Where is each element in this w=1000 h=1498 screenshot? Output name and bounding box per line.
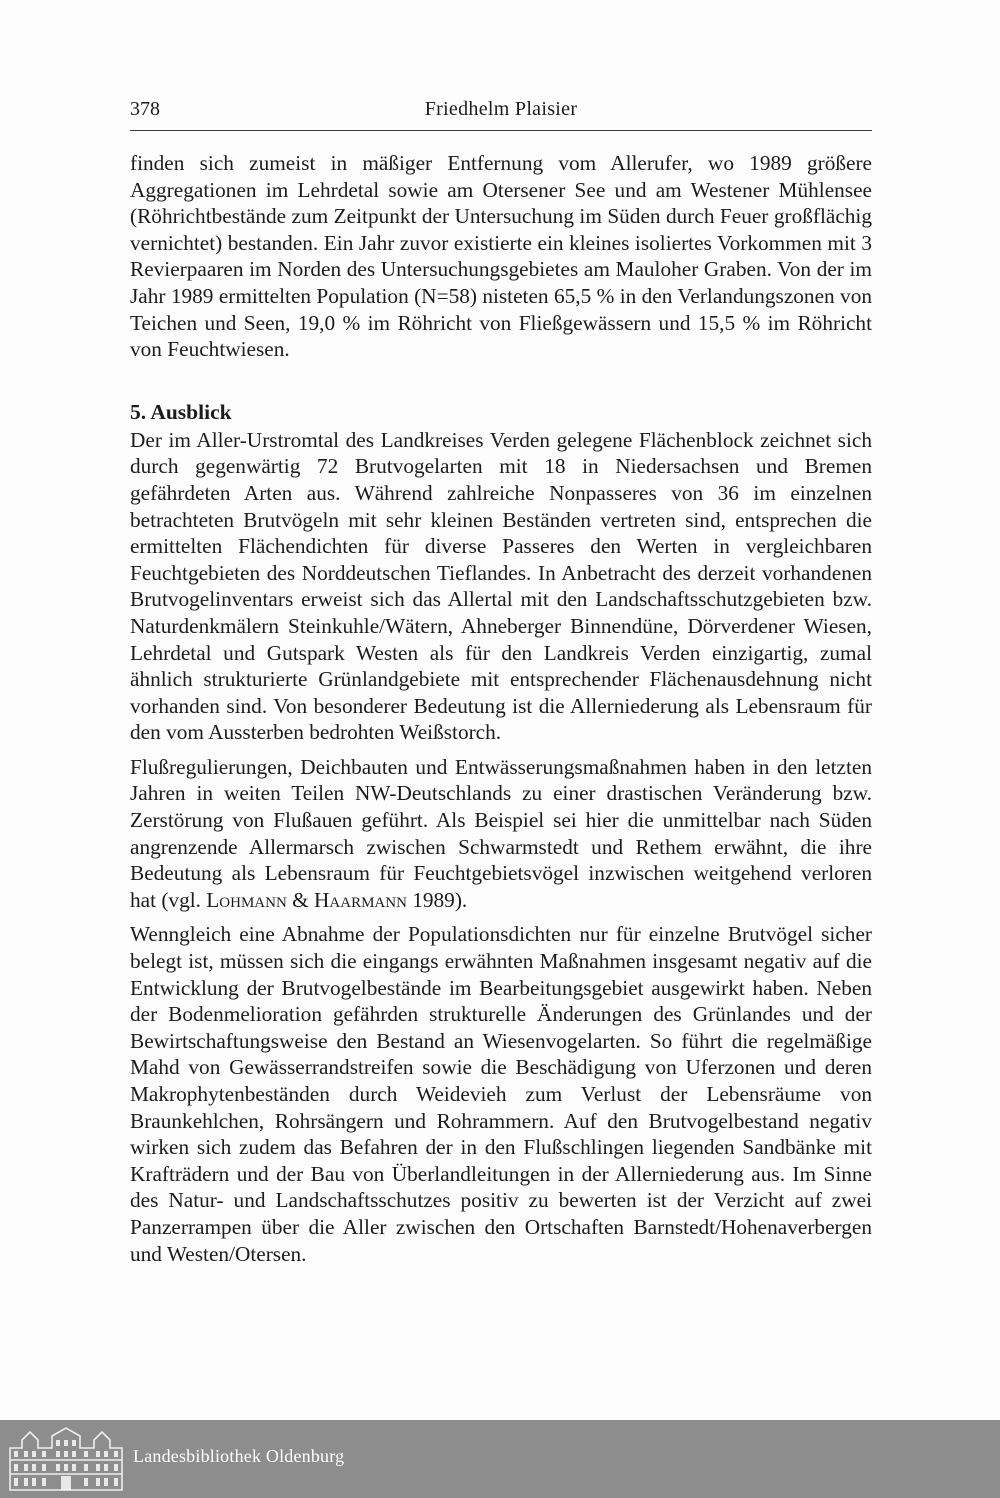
body-text [130, 150, 872, 1267]
section-heading: 5. Ausblick [130, 399, 232, 424]
library-name: Landesbibliothek Oldenburg [133, 1446, 345, 1466]
library-building-icon [8, 1426, 124, 1492]
paragraph-outlook-1: Der im Aller-Urstromtal des Landkreises Verden gelegene Flächenblock zeichnet sich durch gegenwärtig 72 Brutvogelarten mit 18 in Niedersachsen und Bremen gefährdeten Arten aus. Während zahlreiche Nonpasseres von 36 im einzelnen betrachteten Brutvögeln mit sehr kleinen Beständen vertreten sind, entsprechen die ermittelten Flächendichten für diverse Passeres den Werten in vergleichbaren Feuchtgebieten des Norddeutschen Tieflandes. In Anbetracht des derzeit vorhandenen Brutvogelinventars erweist sich das Allertal mit den Landschaftsschutzgebieten bzw. Naturdenkmälern Steinkuhle/Wätern, Ahneberger Binnendüne, Dörverdener Wiesen, Lehrdetal und Gutspark Westen als für den Landkreis Verden einzigartig, zumal ähnlich strukturierte Grünlandgebiete mit entsprechender Flächenausdehnung nicht vorhanden sind. Von besonderer Bedeutung ist die Allerniederung als Lebensraum für den vom Aussterben bedrohten Weißstorch. [130, 427, 872, 745]
intro-paragraph: finden sich zumeist in mäßiger Entfernung vom Allerufer, wo 1989 größere Aggregationen im Lehrdetal sowie am Otersener See und am Westener Mühlensee (Röhrichtbestände zum Zeitpunkt der Untersuchung im Süden durch Feuer großflächig vernichtet) bestanden. Ein Jahr zuvor existierte ein kleines isoliertes Vorkommen mit 3 Revierpaaren im Norden des Untersuchungsgebietes am Mauloher Graben. Von der im Jahr 1989 ermittelten Population (N=58) nisteten 65,5 % in den Verlandungszonen von Teichen und Seen, 19,0 % im Röhricht von Fließgewässern und 15,5 % im Röhricht von Feuchtwiesen. [130, 151, 872, 362]
citation-authors: Lohmann & Haarmann [206, 887, 407, 912]
citation-year: 1989). [406, 887, 468, 912]
paragraph-outlook-2-text: Flußregulierungen, Deichbauten und Entwässerungsmaßnahmen haben in den letzten Jahren in weiten Teilen NW-Deutschlands zu einer drastischen Veränderung bzw. Zerstörung von Flußauen geführt. Als Beispiel sei hier die unmittelbar nach Süden angrenzende Allermarsch zwischen Schwarmstedt und Rethem erwähnt, die ihre Bedeutung als Lebensraum für Feuchtgebietsvögel inzwischen weitgehend verloren hat (vgl. [130, 754, 872, 912]
paragraph-outlook-2 [130, 754, 872, 914]
footer-bar [0, 1420, 1000, 1498]
running-title-author: Friedhelm Plaisier [424, 98, 578, 120]
paragraph-outlook-3: Wenngleich eine Abnahme der Populationsdichten nur für einzelne Brutvögel sicher belegt ist, müssen sich die eingangs erwähnten Maßnahmen insgesamt negativ auf die Entwicklung der Brutvogelbestände im Bearbeitungsgebiet ausgewirkt haben. Neben der Bodenmelioration gefährden strukturelle Änderungen des Grünlandes und der Bewirtschaftungsweise den Bestand an Wiesenvogelarten. So führt die regelmäßige Mahd von Gewässerrandstreifen sowie die Beschädigung von Uferzonen und deren Makrophytenbeständen durch Weidevieh zum Verlust der Lebensräume von Braunkehlchen, Rohrsängern und Rohrammern. Auf den Brutvogelbestand negativ wirken sich zudem das Befahren der in den Flußschlingen liegenden Sandbänke mit Krafträdern und der Bau von Überlandleitungen in der Allerniederung aus. Im Sinne des Natur- und Landschaftsschutzes positiv zu bewerten ist der Verzicht auf zwei Panzerrampen über die Aller zwischen den Ortschaften Barnstedt/Hohenaverbergen und Westen/Otersen. [130, 922, 872, 1266]
page-number: 378 [130, 98, 160, 120]
running-head [130, 96, 872, 131]
